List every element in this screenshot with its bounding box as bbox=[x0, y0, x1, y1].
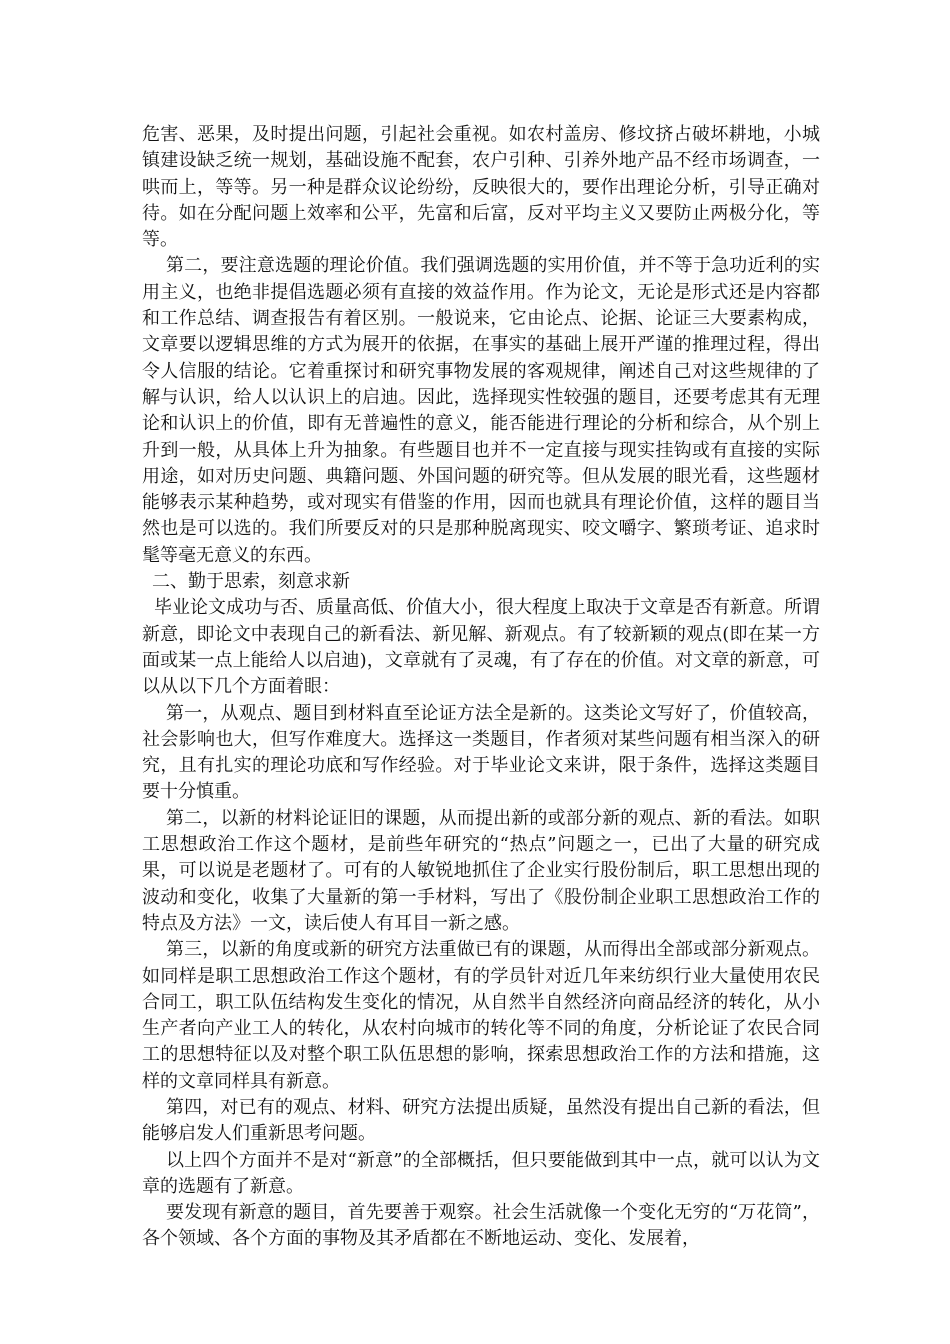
paragraph-summary: 以上四个方面并不是对“新意”的全部概括，但只要能做到其中一点，就可以认为文章的选题有了新意。 bbox=[142, 1149, 820, 1197]
section-heading: 二、勤于思索，刻意求新 bbox=[152, 571, 350, 593]
paragraph-point-one: 第一，从观点、题目到材料直至论证方法全是新的。这类论文写好了，价值较高，社会影响也大，但写作难度大。选择这一类题目，作者须对某些问题有相当深入的研究，且有扎实的理论功底和写作经验。对于毕业论文来讲，限于条件，选择这类题目要十分慎重。 bbox=[142, 702, 820, 803]
paragraph-point-three: 第三，以新的角度或新的研究方法重做已有的课题，从而得出全部或部分新观点。如同样是职工思想政治工作这个题材，有的学员针对近几年来纺织行业大量使用农民合同工，职工队伍结构发生变化的情况，从自然半自然经济向商品经济的转化，从小生产者向产业工人的转化，从农村向城市的转化等不同的角度，分析论证了农民合同工的思想特征以及对整个职工队伍思想的影响，探索思想政治工作的方法和措施，这样的文章同样具有新意。 bbox=[142, 939, 820, 1092]
document-page bbox=[142, 122, 820, 1253]
paragraph-point-two: 第二，以新的材料论证旧的课题，从而提出新的或部分新的观点、新的看法。如职工思想政治工作这个题材，是前些年研究的“热点”问题之一，已出了大量的研究成果，可以说是老题材了。可有的人敏锐地抓住了企业实行股份制后，职工思想出现的波动和变化，收集了大量新的第一手材料，写出了《股份制企业职工思想政治工作的特点及方法》一文，读后使人有耳目一新之感。 bbox=[142, 807, 820, 934]
paragraph-continuation: 危害、恶果，及时提出问题，引起社会重视。如农村盖房、修坟挤占破坏耕地，小城镇建设缺乏统一规划，基础设施不配套，农户引种、引养外地产品不经市场调查，一哄而上，等等。另一种是群众议论纷纷，反映很大的，要作出理论分析，引导正确对待。如在分配问题上效率和公平，先富和后富，反对平均主义又要防止两极分化，等等。 bbox=[142, 124, 820, 251]
paragraph-observation: 要发现有新意的题目，首先要善于观察。社会生活就像一个变化无穷的“万花筒”，各个领域、各个方面的事物及其矛盾都在不断地运动、变化、发展着， bbox=[142, 1202, 820, 1250]
paragraph-point-four: 第四，对已有的观点、材料、研究方法提出质疑，虽然没有提出自己新的看法，但能够启发人们重新思考问题。 bbox=[142, 1096, 820, 1145]
paragraph-theoretical-value: 第二，要注意选题的理论价值。我们强调选题的实用价值，并不等于急功近利的实用主义，也绝非提倡选题必须有直接的效益作用。作为论文，无论是形式还是内容都和工作总结、调查报告有着区别。一般说来，它由论点、论据、论证三大要素构成，文章要以逻辑思维的方式为展开的依据，在事实的基础上展开严谨的推理过程，得出令人信服的结论。它着重探讨和研究事物发展的客观规律，阐述自己对这些规律的了解与认识，给人以认识上的启迪。因此，选择现实性较强的题目，还要考虑其有无理论和认识上的价值，即有无普遍性的意义，能否能进行理论的分析和综合，从个别上升到一般，从具体上升为抽象。有些题目也并不一定直接与现实挂钩或有直接的实际用途，如对历史问题、典籍问题、外国问题的研究等。但从发展的眼光看，这些题材能够表示某种趋势，或对现实有借鉴的作用，因而也就具有理论价值，这样的题目当然也是可以选的。我们所要反对的只是那种脱离现实、咬文嚼字、繁琐考证、追求时髦等毫无意义的东西。 bbox=[142, 255, 820, 566]
paragraph-novelty-intro: 毕业论文成功与否、质量高低、价值大小，很大程度上取决于文章是否有新意。所谓新意，即论文中表现自己的新看法、新见解、新观点。有了较新颖的观点(即在某一方面或某一点上能给人以启迪)，文章就有了灵魂，有了存在的价值。对文章的新意，可以从以下几个方面着眼： bbox=[142, 597, 820, 698]
